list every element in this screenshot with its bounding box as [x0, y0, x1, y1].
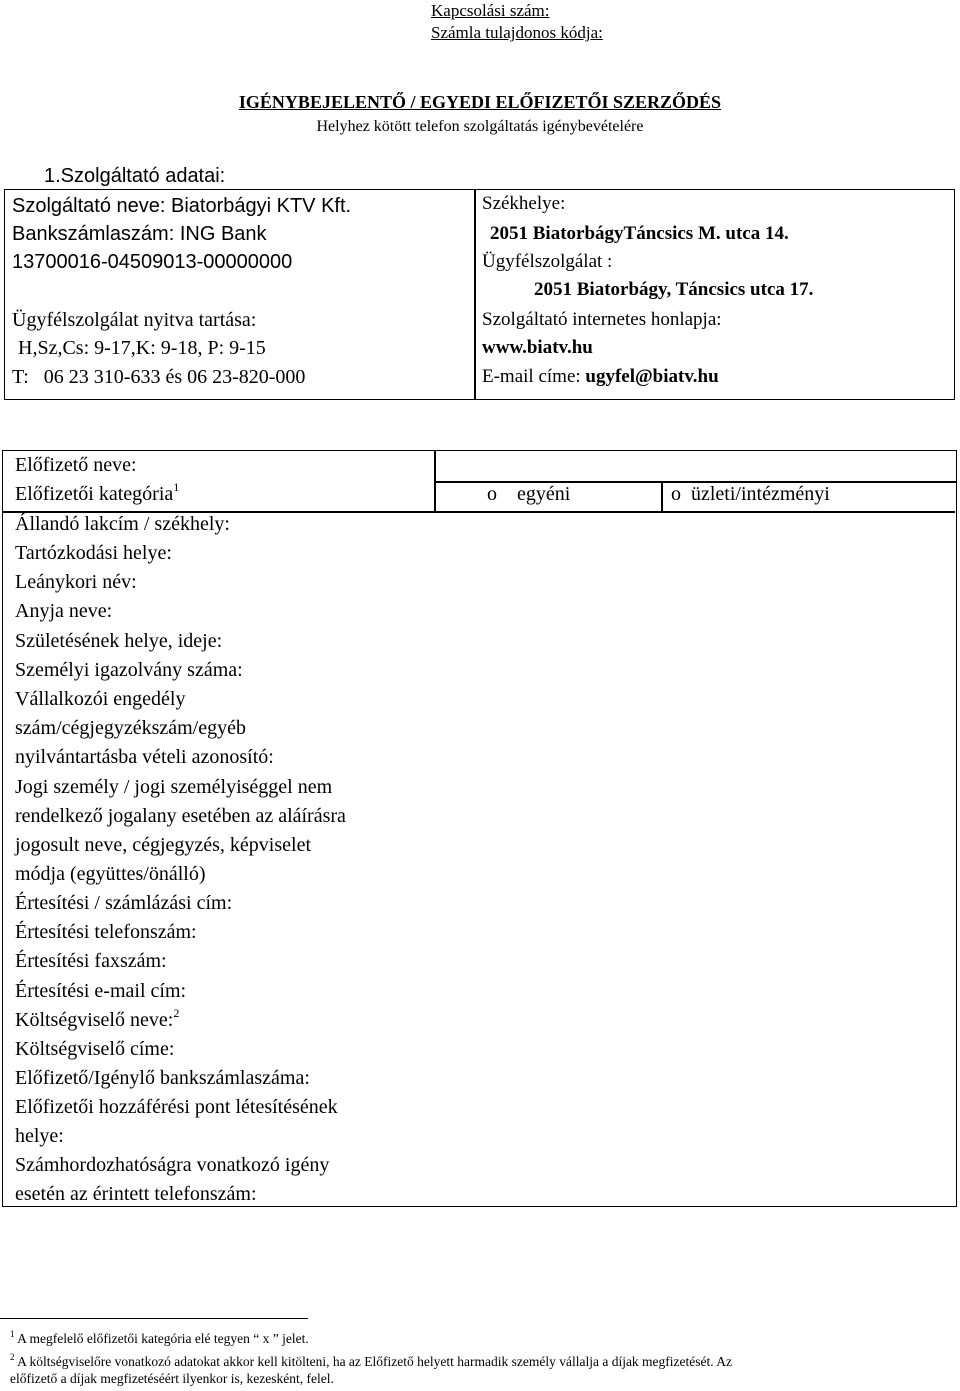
- legal-entity-line-3: jogosult neve, cégjegyzés, képviselet: [15, 834, 312, 856]
- provider-service-value: 2051 Biatorbágy, Táncsics utca 17.: [534, 279, 814, 300]
- footnote-ref-1: 1: [173, 480, 180, 494]
- portability-line-2: esetén az érintett telefonszám:: [15, 1183, 257, 1205]
- provider-box-divider: [474, 189, 476, 400]
- provider-web-label: Szolgáltató internetes honlapja:: [482, 309, 722, 330]
- provider-email-value: ugyfel@biatv.hu: [585, 366, 719, 387]
- document-subtitle: Helyhez kötött telefon szolgáltatás igénybevételére: [316, 118, 644, 135]
- business-id-line-2: szám/cégjegyzékszám/egyéb: [15, 717, 246, 739]
- business-id-line-3: nyilvántartásba vételi azonosító:: [15, 746, 274, 768]
- provider-name-label: Szolgáltató neve:: [12, 195, 166, 217]
- legal-entity-line-4: módja (együttes/önálló): [15, 863, 206, 885]
- option-individual-marker: o: [487, 483, 497, 505]
- footnote-1: [10, 1330, 309, 1347]
- residence-label: Tartózkodási helye:: [15, 542, 172, 564]
- option-business-marker: o: [671, 483, 681, 505]
- provider-email-label: E-mail címe:: [482, 366, 581, 387]
- mother-name-label: Anyja neve:: [15, 600, 113, 622]
- payer-name-text: Költségviselő neve:: [15, 1009, 174, 1031]
- footnote-2: [10, 1353, 732, 1370]
- provider-bank-number: 13700016-04509013-00000000: [12, 251, 293, 273]
- subscriber-table: [2, 450, 957, 1207]
- option-business-label: üzleti/intézményi: [691, 483, 830, 505]
- header-references: [431, 0, 603, 44]
- provider-hours-label: Ügyfélszolgálat nyitva tartása:: [12, 309, 257, 331]
- payer-name-label: [15, 1006, 179, 1034]
- maiden-name-label: Leánykori név:: [15, 571, 137, 593]
- subscriber-category-label: [15, 480, 179, 508]
- subscriber-name-label: Előfizető neve:: [15, 454, 137, 476]
- provider-email-row: [482, 363, 719, 391]
- footnote-rule: [0, 1318, 308, 1319]
- provider-name-value: Biatorbágyi KTV Kft.: [171, 195, 352, 217]
- footnote-2-mark: 2: [10, 1352, 15, 1362]
- business-id-line-1: Vállalkozói engedély: [15, 688, 186, 710]
- id-number-label: Személyi igazolvány száma:: [15, 659, 243, 681]
- provider-seat-label: Székhelye:: [482, 193, 566, 214]
- provider-web-value: www.biatv.hu: [482, 337, 593, 358]
- bank-account-label: Előfizető/Igénylő bankszámlaszáma:: [15, 1067, 310, 1089]
- notify-email-label: Értesítési e-mail cím:: [15, 980, 187, 1002]
- permanent-address-label: Állandó lakcím / székhely:: [15, 513, 230, 535]
- footnote-1-text: A megfelelő előfizetői kategória elé tegyen “ x ” jelet.: [17, 1331, 309, 1346]
- portability-line-1: Számhordozhatóságra vonatkozó igény: [15, 1154, 330, 1176]
- provider-service-label: Ügyfélszolgálat :: [482, 251, 613, 272]
- footnote-2-continuation: előfizető a díjak megfizetéséért ilyenkor is, kezesként, felel.: [10, 1371, 334, 1386]
- account-owner-code-label: Számla tulajdonos kódja:: [431, 23, 603, 42]
- birth-label: Születésének helye, ideje:: [15, 630, 223, 652]
- category-option-divider: [661, 482, 663, 512]
- notify-phone-label: Értesítési telefonszám:: [15, 921, 197, 943]
- legal-entity-line-2: rendelkező jogalany esetében az aláírásra: [15, 805, 346, 827]
- provider-hours-value: H,Sz,Cs: 9-17,K: 9-18, P: 9-15: [18, 337, 266, 359]
- provider-phone: T: 06 23 310-633 és 06 23-820-000: [12, 366, 306, 388]
- footnote-ref-2: 2: [173, 1006, 180, 1020]
- provider-bank-label: Bankszámlaszám: ING Bank: [12, 223, 267, 245]
- document-title: [0, 92, 960, 113]
- legal-entity-line-1: Jogi személy / jogi személyiséggel nem: [15, 776, 333, 798]
- connection-number-label: Kapcsolási szám:: [431, 1, 550, 20]
- notify-fax-label: Értesítési faxszám:: [15, 950, 167, 972]
- provider-section-heading: 1.Szolgáltató adatai:: [44, 165, 226, 187]
- option-individual[interactable]: [487, 480, 570, 508]
- footnote-2-line-1: A költségviselőre vonatkozó adatokat akkor kell kitölteni, ha az Előfizető helyett harmadik személy vállalja a díjak megfizetését. Az: [17, 1354, 733, 1369]
- billing-address-label: Értesítési / számlázási cím:: [15, 892, 233, 914]
- option-business[interactable]: [671, 480, 830, 508]
- provider-seat-value: 2051 BiatorbágyTáncsics M. utca 14.: [490, 223, 789, 244]
- option-individual-label: egyéni: [517, 483, 571, 505]
- footnote-1-mark: 1: [10, 1329, 15, 1339]
- provider-name-row: [12, 192, 351, 220]
- payer-address-label: Költségviselő címe:: [15, 1038, 175, 1060]
- document-title-text: IGÉNYBEJELENTŐ / EGYEDI ELŐFIZETŐI SZERZŐDÉS: [238, 92, 722, 112]
- access-point-line-2: helye:: [15, 1125, 64, 1147]
- subscriber-category-text: Előfizetői kategória: [15, 483, 174, 505]
- access-point-line-1: Előfizetői hozzáférési pont létesítésének: [15, 1096, 338, 1118]
